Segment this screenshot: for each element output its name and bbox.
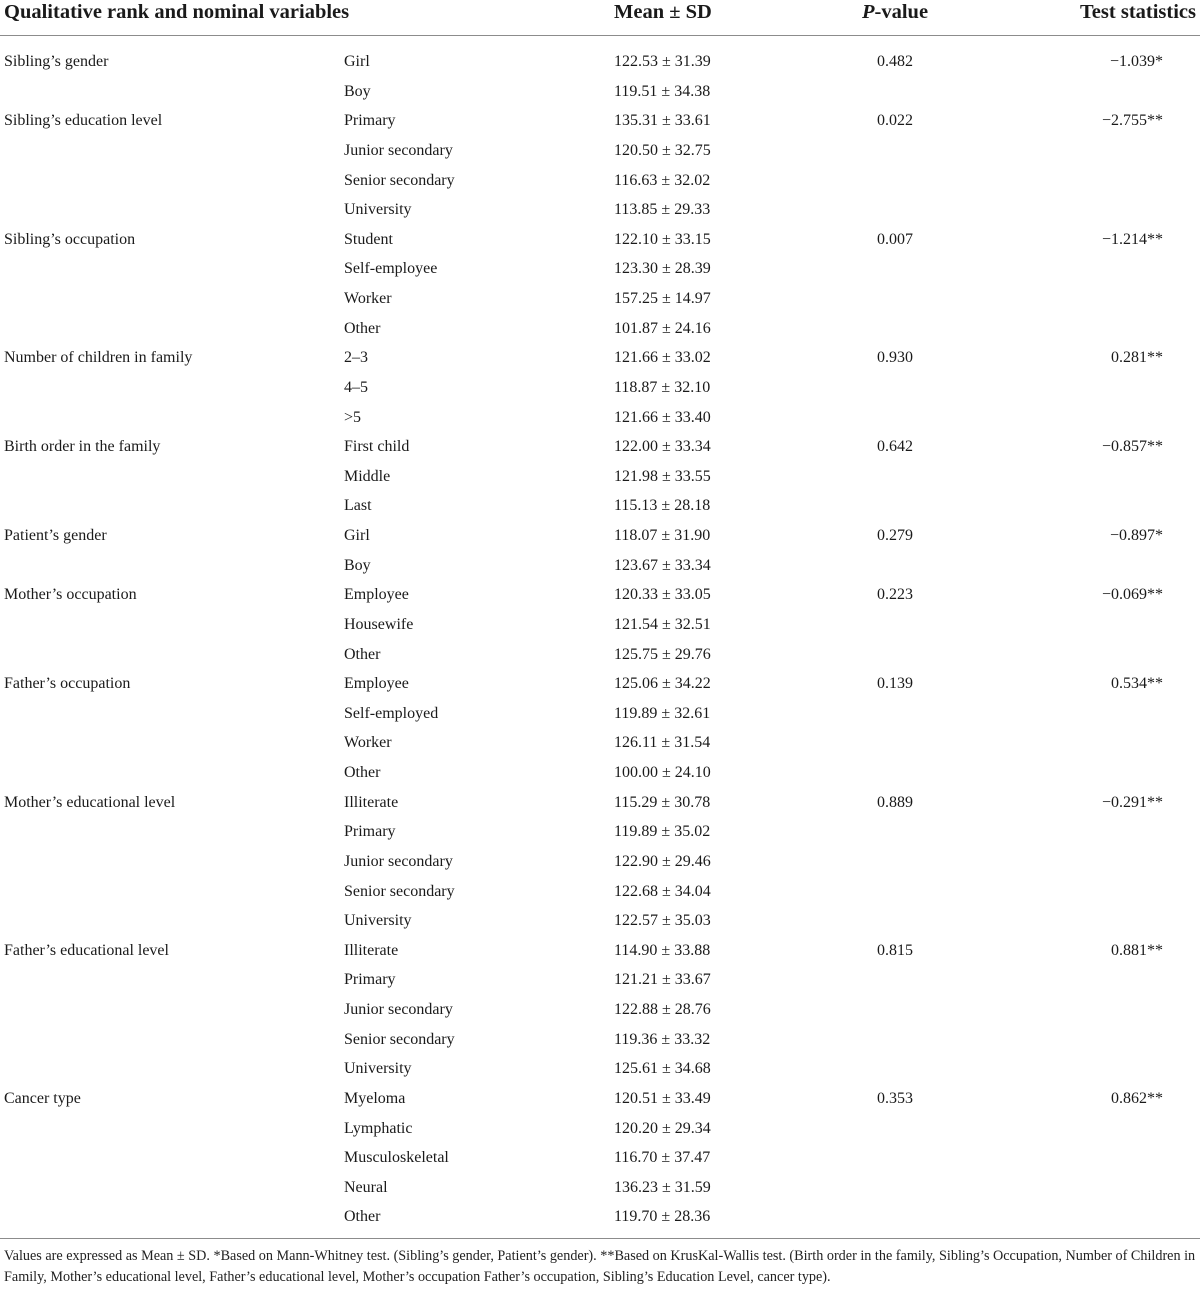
cell-variable: Father’s educational level xyxy=(4,941,169,959)
cell-test-statistic: −0.069** xyxy=(1101,586,1163,604)
cell-category: Employee xyxy=(344,675,409,693)
cell-category: 2–3 xyxy=(344,349,368,367)
cell-mean-sd: 136.23 ± 31.59 xyxy=(614,1178,711,1196)
cell-mean-sd: 113.85 ± 29.33 xyxy=(614,201,711,219)
cell-test-statistic: 0.534** xyxy=(1111,675,1163,693)
table-row xyxy=(0,730,1200,760)
table-row xyxy=(0,375,1200,405)
cell-test-statistic: 0.881** xyxy=(1111,941,1163,959)
cell-mean-sd: 125.75 ± 29.76 xyxy=(614,645,711,663)
table-row xyxy=(0,967,1200,997)
cell-mean-sd: 157.25 ± 14.97 xyxy=(614,290,711,307)
cell-test-statistic: −0.291** xyxy=(1101,793,1163,811)
cell-category: Myeloma xyxy=(344,1089,406,1107)
cell-p-value: 0.022 xyxy=(877,112,913,130)
cell-category: Junior secondary xyxy=(344,1001,453,1018)
cell-category: Worker xyxy=(344,734,392,752)
cell-variable: Mother’s educational level xyxy=(4,793,176,811)
cell-p-value: 0.930 xyxy=(877,349,913,367)
cell-variable: Sibling’s gender xyxy=(4,53,109,70)
table-row xyxy=(0,434,1200,464)
cell-category: Other xyxy=(344,764,381,781)
cell-mean-sd: 118.87 ± 32.10 xyxy=(614,378,711,396)
cell-category: Boy xyxy=(344,82,371,100)
cell-category: Last xyxy=(344,497,372,515)
cell-variable: Patient’s gender xyxy=(4,527,107,544)
cell-p-value: 0.223 xyxy=(877,586,913,604)
header-mean-sd: Mean ± SD xyxy=(614,1,712,23)
table-row xyxy=(0,227,1200,257)
table-row xyxy=(0,168,1200,198)
cell-mean-sd: 119.36 ± 33.32 xyxy=(614,1030,711,1048)
header-test-statistics: Test statistics xyxy=(1080,1,1196,23)
cell-mean-sd: 125.06 ± 34.22 xyxy=(614,675,711,693)
cell-test-statistic: 0.281** xyxy=(1111,349,1163,367)
table-row xyxy=(0,612,1200,642)
cell-variable: Sibling’s occupation xyxy=(4,230,136,248)
cell-mean-sd: 118.07 ± 31.90 xyxy=(614,527,711,544)
table-row xyxy=(0,879,1200,909)
table-row xyxy=(0,108,1200,138)
table-row xyxy=(0,316,1200,346)
cell-category: Girl xyxy=(344,527,370,544)
cell-category: Student xyxy=(344,230,393,248)
cell-variable: Cancer type xyxy=(4,1089,81,1107)
cell-category: Illiterate xyxy=(344,941,399,959)
cell-mean-sd: 122.10 ± 33.15 xyxy=(614,230,711,248)
cell-mean-sd: 121.66 ± 33.02 xyxy=(614,349,711,367)
cell-category: Worker xyxy=(344,290,392,307)
cell-category: Other xyxy=(344,1208,381,1226)
cell-category: Boy xyxy=(344,556,371,574)
table-row xyxy=(0,405,1200,435)
cell-category: Senior secondary xyxy=(344,882,455,900)
cell-category: Self-employee xyxy=(344,260,438,278)
cell-p-value: 0.889 xyxy=(877,793,913,811)
cell-category: Senior secondary xyxy=(344,1030,455,1048)
cell-category: Senior secondary xyxy=(344,171,455,189)
table-row xyxy=(0,1116,1200,1146)
cell-mean-sd: 122.88 ± 28.76 xyxy=(614,1001,711,1018)
cell-mean-sd: 119.89 ± 32.61 xyxy=(614,704,711,722)
cell-category: University xyxy=(344,912,412,930)
cell-category: First child xyxy=(344,438,410,456)
table-row xyxy=(0,819,1200,849)
cell-mean-sd: 121.98 ± 33.55 xyxy=(614,467,711,485)
cell-category: Self-employed xyxy=(344,704,439,722)
cell-mean-sd: 119.70 ± 28.36 xyxy=(614,1208,711,1226)
cell-category: Middle xyxy=(344,467,391,485)
cell-test-statistic: −2.755** xyxy=(1101,112,1163,130)
table-row xyxy=(0,997,1200,1027)
table-row xyxy=(0,1086,1200,1116)
table-row xyxy=(0,553,1200,583)
cell-mean-sd: 121.54 ± 32.51 xyxy=(614,615,711,633)
cell-mean-sd: 116.63 ± 32.02 xyxy=(614,171,711,189)
cell-category: Primary xyxy=(344,823,396,841)
table-row xyxy=(0,1056,1200,1086)
table-row xyxy=(0,256,1200,286)
cell-category: Primary xyxy=(344,971,396,989)
cell-mean-sd: 126.11 ± 31.54 xyxy=(614,734,711,752)
cell-category: Musculoskeletal xyxy=(344,1149,449,1167)
cell-mean-sd: 120.51 ± 33.49 xyxy=(614,1089,711,1107)
cell-category: Other xyxy=(344,319,381,337)
cell-p-value: 0.482 xyxy=(877,53,913,70)
header-p-value xyxy=(862,1,928,24)
cell-p-value: 0.007 xyxy=(877,230,913,248)
table-row xyxy=(0,1145,1200,1175)
cell-mean-sd: 123.30 ± 28.39 xyxy=(614,260,711,278)
cell-category: Housewife xyxy=(344,615,414,633)
cell-mean-sd: 123.67 ± 33.34 xyxy=(614,556,711,574)
table-row xyxy=(0,345,1200,375)
cell-mean-sd: 115.29 ± 30.78 xyxy=(614,793,711,811)
table-row xyxy=(0,642,1200,672)
table-header xyxy=(0,0,1200,36)
table-row xyxy=(0,523,1200,553)
cell-category: Girl xyxy=(344,53,370,70)
header-p-rest: -value xyxy=(874,1,929,23)
cell-category: Other xyxy=(344,645,381,663)
cell-mean-sd: 122.53 ± 31.39 xyxy=(614,53,711,70)
cell-mean-sd: 119.89 ± 35.02 xyxy=(614,823,711,841)
cell-mean-sd: 122.00 ± 33.34 xyxy=(614,438,711,456)
table-row xyxy=(0,464,1200,494)
cell-variable: Father’s occupation xyxy=(4,675,131,693)
cell-mean-sd: 101.87 ± 24.16 xyxy=(614,319,711,337)
cell-category: University xyxy=(344,1060,412,1078)
cell-category: >5 xyxy=(344,408,362,426)
cell-variable: Mother’s occupation xyxy=(4,586,137,604)
table-row xyxy=(0,1175,1200,1205)
cell-mean-sd: 122.68 ± 34.04 xyxy=(614,882,711,900)
table-row xyxy=(0,760,1200,790)
table-row xyxy=(0,138,1200,168)
cell-p-value: 0.642 xyxy=(877,438,913,456)
table-row xyxy=(0,49,1200,79)
cell-mean-sd: 121.66 ± 33.40 xyxy=(614,408,711,426)
table-row xyxy=(0,286,1200,316)
table-row xyxy=(0,849,1200,879)
cell-mean-sd: 120.20 ± 29.34 xyxy=(614,1119,711,1137)
cell-test-statistic: −1.214** xyxy=(1101,230,1163,248)
cell-category: Employee xyxy=(344,586,409,604)
table-row xyxy=(0,671,1200,701)
cell-mean-sd: 115.13 ± 28.18 xyxy=(614,497,711,515)
cell-mean-sd: 119.51 ± 34.38 xyxy=(614,82,711,100)
cell-mean-sd: 114.90 ± 33.88 xyxy=(614,941,711,959)
table-row xyxy=(0,938,1200,968)
table-row xyxy=(0,493,1200,523)
header-p-italic: P xyxy=(862,1,875,23)
cell-mean-sd: 135.31 ± 33.61 xyxy=(614,112,711,130)
cell-category: Junior secondary xyxy=(344,852,453,870)
cell-p-value: 0.353 xyxy=(877,1089,913,1107)
table-row xyxy=(0,1027,1200,1057)
table-body xyxy=(0,49,1200,1234)
cell-p-value: 0.279 xyxy=(877,527,913,544)
cell-mean-sd: 125.61 ± 34.68 xyxy=(614,1060,711,1078)
bottom-rule xyxy=(0,1238,1200,1239)
cell-p-value: 0.139 xyxy=(877,675,913,693)
table-row xyxy=(0,790,1200,820)
cell-p-value: 0.815 xyxy=(877,941,913,959)
cell-variable: Number of children in family xyxy=(4,349,193,367)
table-row xyxy=(0,908,1200,938)
table-footnote: Values are expressed as Mean ± SD. *Based on Mann-Whitney test. (Sibling’s gender, Patient’s gender). **Based on KrusKal-Wallis test. (Birth order in the family, Sibling’s Occupation, Number of Children in Family, Mother’s educational level, Father’s educational level, Mother’s occupation Father’s occupation, Sibling’s Education Level, cancer type). xyxy=(4,1248,1196,1285)
cell-mean-sd: 100.00 ± 24.10 xyxy=(614,764,711,781)
cell-mean-sd: 122.57 ± 35.03 xyxy=(614,912,711,930)
table-row xyxy=(0,197,1200,227)
cell-category: Illiterate xyxy=(344,793,399,811)
cell-test-statistic: −0.897* xyxy=(1109,527,1163,544)
table-row xyxy=(0,79,1200,109)
cell-test-statistic: −0.857** xyxy=(1101,438,1163,456)
table-row xyxy=(0,701,1200,731)
cell-category: Junior secondary xyxy=(344,141,453,159)
cell-category: Lymphatic xyxy=(344,1119,413,1137)
cell-variable: Birth order in the family xyxy=(4,438,161,456)
cell-category: Neural xyxy=(344,1178,388,1196)
cell-category: Primary xyxy=(344,112,396,130)
cell-test-statistic: 0.862** xyxy=(1111,1089,1163,1107)
cell-mean-sd: 120.50 ± 32.75 xyxy=(614,141,711,159)
cell-mean-sd: 120.33 ± 33.05 xyxy=(614,586,711,604)
cell-mean-sd: 122.90 ± 29.46 xyxy=(614,852,711,870)
cell-category: University xyxy=(344,201,412,219)
table-row xyxy=(0,582,1200,612)
cell-test-statistic: −1.039* xyxy=(1109,53,1163,70)
table-row xyxy=(0,1204,1200,1234)
header-variable: Qualitative rank and nominal variables xyxy=(4,1,350,23)
cell-mean-sd: 121.21 ± 33.67 xyxy=(614,971,711,989)
cell-mean-sd: 116.70 ± 37.47 xyxy=(614,1149,711,1167)
cell-category: 4–5 xyxy=(344,378,368,396)
cell-variable: Sibling’s education level xyxy=(4,112,163,130)
